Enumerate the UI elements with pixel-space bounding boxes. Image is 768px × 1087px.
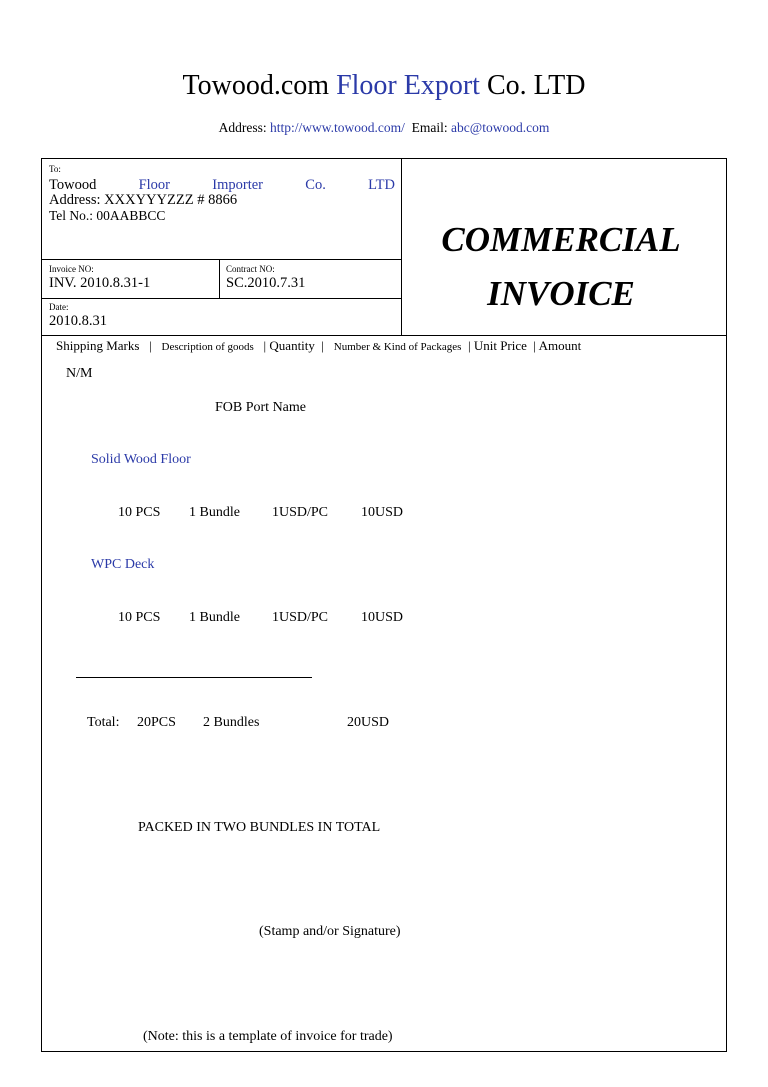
total-packages: 2 Bundles (203, 715, 260, 730)
item-packages: 1 Bundle (189, 610, 240, 625)
to-name-word: Importer (212, 177, 264, 193)
packed-note: PACKED IN TWO BUNDLES IN TOTAL (138, 820, 381, 835)
col-unit-price: Unit Price (473, 338, 527, 353)
company-title (0, 70, 768, 102)
item-qty: 10 PCS (118, 610, 161, 625)
total-rule (76, 677, 312, 678)
to-address: Address: XXXYYYZZZ # 8866 (49, 192, 238, 208)
to-label: To: (49, 164, 61, 174)
company-name-part3: Co. LTD (486, 70, 586, 101)
col-separator: | (467, 338, 471, 353)
website-link[interactable]: http://www.towood.com/ (270, 120, 405, 135)
address-label: Address: (218, 120, 267, 135)
fob-port-name: FOB Port Name (215, 400, 306, 415)
item-unit-price: 1USD/PC (272, 610, 329, 625)
to-tel: Tel No.: 00AABBCC (49, 208, 166, 223)
item-qty: 10 PCS (118, 505, 161, 520)
col-quantity: Quantity (269, 338, 315, 353)
doc-title-line2: INVOICE (487, 274, 635, 313)
contract-no-value: SC.2010.7.31 (226, 275, 306, 291)
invoice-no-label: Invoice NO: (49, 264, 94, 274)
divider-header-body (41, 335, 727, 336)
col-description: Description of goods (161, 341, 254, 353)
divider-invoice-contract (219, 259, 220, 298)
email-link[interactable]: abc@towood.com (451, 120, 550, 135)
column-headers (56, 338, 581, 354)
total-qty: 20PCS (137, 715, 176, 730)
divider-to-invoice (41, 259, 401, 260)
item-amount: 10USD (361, 610, 404, 625)
item-name: WPC Deck (91, 557, 155, 572)
col-packages: Number & Kind of Packages (333, 341, 462, 353)
to-name-word: Co. (305, 177, 326, 193)
template-note: (Note: this is a template of invoice for trade) (143, 1029, 393, 1044)
doc-title-line1: COMMERCIAL (441, 220, 681, 259)
col-separator: | (321, 338, 325, 353)
to-name-word: Floor (138, 177, 171, 193)
item-unit-price: 1USD/PC (272, 505, 329, 520)
date-value: 2010.8.31 (49, 313, 107, 329)
stamp-signature: (Stamp and/or Signature) (259, 924, 401, 939)
to-name-word: LTD (368, 177, 395, 193)
item-packages: 1 Bundle (189, 505, 240, 520)
col-amount: Amount (538, 338, 582, 353)
date-label: Date: (49, 302, 69, 312)
col-separator: | (149, 338, 152, 353)
total-amount: 20USD (347, 715, 390, 730)
divider-invoice-date (41, 298, 401, 299)
to-name-word: Towood (49, 177, 97, 193)
invoice-no-value: INV. 2010.8.31-1 (49, 275, 151, 291)
col-separator: | (263, 338, 267, 353)
total-label: Total: (87, 715, 120, 730)
email-label: Email: (411, 120, 448, 135)
contract-no-label: Contract NO: (226, 264, 275, 274)
item-name: Solid Wood Floor (91, 452, 191, 467)
col-separator: | (533, 338, 537, 353)
shipping-marks-value: N/M (66, 366, 93, 381)
company-name-part1: Towood.com (182, 70, 330, 101)
company-name-part2: Floor Export (336, 70, 480, 101)
item-amount: 10USD (361, 505, 404, 520)
col-shipping-marks: Shipping Marks (56, 338, 140, 353)
company-address-line (0, 120, 768, 136)
